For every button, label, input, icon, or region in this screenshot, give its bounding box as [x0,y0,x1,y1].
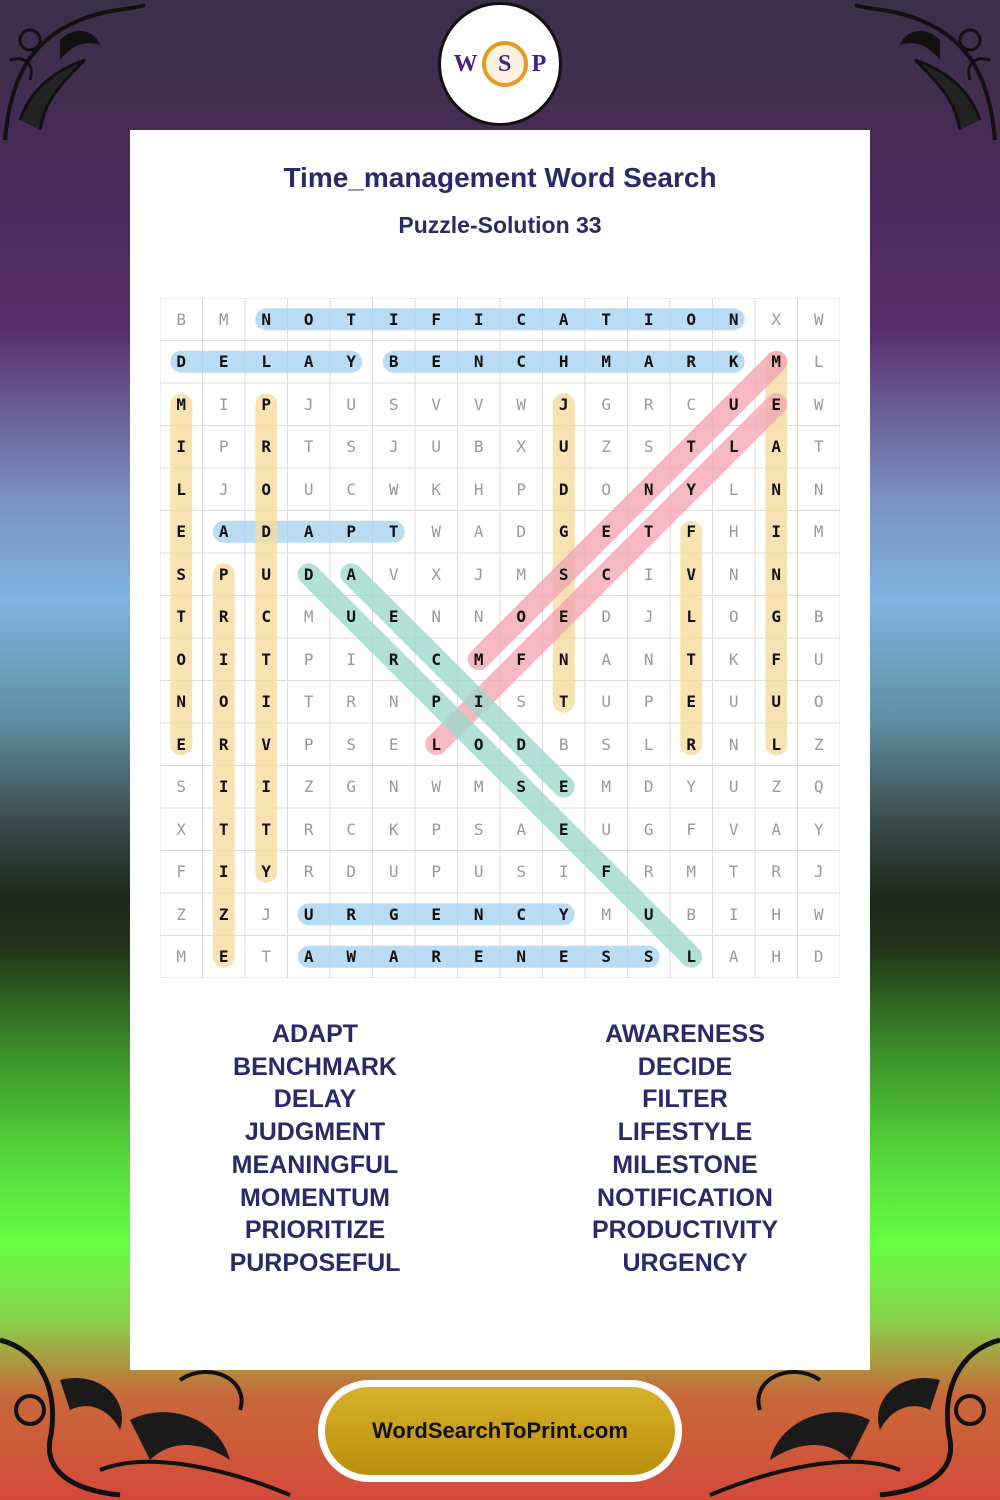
grid-cell[interactable]: Y [261,862,272,882]
grid-cell[interactable]: J [261,904,272,924]
grid-cell[interactable]: O [303,309,314,329]
grid-cell[interactable]: L [813,352,824,372]
grid-cell[interactable]: O [218,692,229,712]
grid-cell[interactable]: M [303,607,314,627]
grid-cell[interactable]: T [303,692,314,712]
grid-cell[interactable]: R [346,904,357,924]
grid-cell[interactable]: T [686,437,697,457]
grid-cell[interactable]: B [473,437,484,457]
grid-cell[interactable]: Z [601,437,612,457]
grid-cell[interactable]: P [431,862,442,882]
grid-cell[interactable]: P [261,394,272,414]
grid-cell[interactable]: Y [346,352,357,372]
grid-cell[interactable]: N [431,607,442,627]
grid-cell[interactable]: R [771,862,782,882]
grid-cell[interactable]: F [431,309,442,329]
grid-cell[interactable]: R [388,649,399,669]
grid-cell[interactable]: E [771,394,782,414]
word-list-item: MEANINGFUL [231,1150,399,1179]
grid-cell[interactable]: C [516,352,527,372]
word-list-item: AWARENESS [605,1020,765,1048]
grid-cell[interactable]: E [431,904,442,924]
grid-cell[interactable]: G [558,522,569,542]
grid-cell[interactable]: O [728,607,739,627]
grid-cell[interactable]: A [771,437,782,457]
grid-cell[interactable]: Y [686,777,697,797]
grid-cell[interactable]: I [643,564,654,584]
grid-cell[interactable]: L [728,437,739,457]
grid-cell[interactable]: J [473,564,484,584]
grid-cell[interactable]: A [303,522,314,542]
grid-cell[interactable]: M [218,309,229,329]
grid-cell[interactable]: U [601,692,612,712]
magnifier-icon [482,41,528,87]
grid-cell[interactable]: A [728,947,739,967]
word-list-item: DELAY [273,1085,357,1114]
grid-cell[interactable]: B [388,352,399,372]
grid-cell[interactable]: F [176,862,187,882]
grid-cell[interactable]: F [516,649,527,669]
grid-cell[interactable]: Z [303,777,314,797]
grid-cell[interactable]: M [601,777,612,797]
grid-cell[interactable]: C [346,479,357,499]
grid-cell[interactable]: L [771,734,782,754]
grid-cell[interactable]: D [261,522,272,542]
grid-cell[interactable]: L [728,479,739,499]
grid-cell[interactable]: R [303,862,314,882]
grid-cell[interactable]: G [643,819,654,839]
grid-cell[interactable]: X [176,819,187,839]
grid-cell[interactable]: U [601,819,612,839]
grid-cell[interactable]: M [601,904,612,924]
grid-cell[interactable]: U [728,777,739,797]
grid-cell[interactable]: N [558,649,569,669]
grid-cell[interactable]: C [601,564,612,584]
grid-cell[interactable]: R [218,734,229,754]
grid-cell[interactable]: W [813,904,824,924]
grid-cell[interactable]: A [346,564,357,584]
website-button-label: WordSearchToPrint.com [325,1387,675,1475]
grid-cell[interactable]: Z [813,734,824,754]
grid-cell[interactable]: I [218,649,229,669]
grid-cell[interactable]: M [601,352,612,372]
grid-cell[interactable]: E [218,352,229,372]
grid-cell[interactable]: W [516,394,527,414]
grid-cell[interactable]: U [303,479,314,499]
word-list-item: MILESTONE [612,1150,758,1179]
grid-cell[interactable]: V [473,394,484,414]
grid-cell[interactable]: S [643,947,654,967]
grid-cell[interactable]: J [218,479,229,499]
grid-cell[interactable]: S [601,947,612,967]
grid-cell[interactable]: L [686,947,697,967]
grid-cell[interactable]: N [516,947,527,967]
grid-cell[interactable]: U [813,649,824,669]
grid-cell[interactable]: I [558,862,569,882]
grid-cell[interactable]: C [431,649,442,669]
grid-cell[interactable]: S [176,777,187,797]
grid-cell[interactable]: T [601,309,612,329]
grid-cell[interactable]: A [388,947,399,967]
grid-cell[interactable]: D [643,777,654,797]
grid-cell[interactable]: N [728,309,739,329]
grid-cell[interactable]: E [218,947,229,967]
grid-cell[interactable]: D [601,607,612,627]
grid-cell[interactable]: F [686,819,697,839]
grid-cell[interactable]: R [686,734,697,754]
site-logo[interactable] [438,2,562,126]
grid-cell[interactable]: X [516,437,527,457]
grid-cell[interactable]: T [261,819,272,839]
grid-cell[interactable]: P [431,692,442,712]
logo-letter-p: P [531,50,547,77]
grid-cell[interactable]: T [558,692,569,712]
grid-cell[interactable]: L [431,734,442,754]
grid-cell[interactable]: C [516,309,527,329]
grid-cell[interactable]: N [728,564,739,584]
grid-cell[interactable]: J [303,394,314,414]
grid-cell[interactable]: R [303,819,314,839]
grid-cell[interactable]: L [643,734,654,754]
grid-cell[interactable]: H [771,904,782,924]
grid-cell[interactable]: H [771,947,782,967]
grid-cell[interactable]: S [516,777,527,797]
grid-cell[interactable]: I [473,692,484,712]
grid-cell[interactable]: W [346,947,357,967]
grid-cell[interactable]: N [643,649,654,669]
grid-cell[interactable]: V [728,819,739,839]
grid-cell[interactable]: D [516,522,527,542]
grid-cell[interactable]: M [473,777,484,797]
grid-cell[interactable]: U [431,437,442,457]
grid-cell[interactable]: P [218,564,229,584]
grid-cell[interactable]: C [516,904,527,924]
grid-cell[interactable]: N [388,777,399,797]
grid-cell[interactable]: A [473,522,484,542]
grid-cell[interactable]: Z [218,904,229,924]
grid-cell[interactable]: N [261,309,272,329]
grid-cell[interactable]: D [303,564,314,584]
grid-cell[interactable]: U [473,862,484,882]
grid-cell[interactable]: I [218,394,229,414]
grid-cell[interactable]: A [601,649,612,669]
grid-cell[interactable]: T [728,862,739,882]
grid-cell[interactable]: S [516,692,527,712]
grid-cell[interactable]: K [388,819,399,839]
corner-ornament-top-left [0,0,150,150]
grid-cell[interactable]: C [346,819,357,839]
grid-cell[interactable]: U [643,904,654,924]
logo-letter-w: W [453,50,478,77]
word-list-left [130,1018,500,1280]
grid-cell[interactable]: S [346,734,357,754]
grid-cell[interactable]: P [516,479,527,499]
grid-cell[interactable]: M [516,564,527,584]
grid-cell[interactable]: B [686,904,697,924]
grid-cell[interactable]: U [728,692,739,712]
grid-cell[interactable]: S [388,394,399,414]
corner-ornament-top-right [850,0,1000,150]
grid-cell[interactable]: A [771,819,782,839]
grid-cell[interactable]: W [431,522,442,542]
word-list-item: PRIORITIZE [244,1216,386,1245]
grid-cell[interactable]: O [686,309,697,329]
grid-cell[interactable]: M [813,522,824,542]
grid-cell[interactable]: R [261,437,272,457]
grid-cell[interactable]: E [558,819,569,839]
grid-cell[interactable]: K [728,352,739,372]
puzzle-panel [130,130,870,1370]
grid-cell[interactable]: T [686,649,697,669]
grid-cell[interactable]: I [218,862,229,882]
grid-cell[interactable]: L [176,479,187,499]
grid-cell[interactable]: N [473,607,484,627]
grid-cell[interactable]: O [813,692,824,712]
grid-cell[interactable]: U [346,607,357,627]
grid-cell[interactable]: L [261,352,272,372]
grid-cell[interactable]: I [728,904,739,924]
word-list-item: FILTER [642,1085,728,1114]
grid-cell[interactable]: I [473,309,484,329]
grid-cell[interactable]: I [346,649,357,669]
grid-cell[interactable]: M [473,649,484,669]
grid-cell[interactable]: V [388,564,399,584]
grid-cell[interactable]: E [558,607,569,627]
word-list-item: DECIDE [637,1052,733,1081]
grid-cell[interactable]: T [813,437,824,457]
grid-cell[interactable]: S [558,564,569,584]
grid-cell[interactable]: H [558,352,569,372]
grid-cell[interactable]: M [686,862,697,882]
grid-cell[interactable]: E [388,607,399,627]
word-list-item: BENCHMARK [233,1052,397,1081]
grid-cell[interactable]: G [388,904,399,924]
grid-cell[interactable]: D [346,862,357,882]
grid-cell[interactable] [798,553,841,596]
grid-cell[interactable]: G [601,394,612,414]
grid-cell[interactable]: G [771,607,782,627]
grid-cell[interactable]: O [261,479,272,499]
grid-cell[interactable]: I [388,309,399,329]
puzzle-subtitle: Puzzle-Solution 33 [398,212,602,238]
grid-cell[interactable]: P [303,649,314,669]
grid-cell[interactable]: J [813,862,824,882]
word-list-item: MOMENTUM [240,1183,390,1212]
grid-cell[interactable]: S [473,819,484,839]
grid-cell[interactable]: O [176,649,187,669]
grid-cell[interactable]: D [558,479,569,499]
word-list-item: PRODUCTIVITY [591,1216,779,1245]
grid-cells [160,298,840,978]
grid-cell[interactable]: C [686,394,697,414]
grid-cell[interactable]: E [686,692,697,712]
grid-cell[interactable]: W [431,777,442,797]
grid-cell[interactable]: M [176,394,187,414]
grid-cell[interactable]: A [218,522,229,542]
grid-cell[interactable]: R [643,394,654,414]
grid-cell[interactable]: C [261,607,272,627]
grid-cell[interactable]: Q [813,777,824,797]
grid-cell[interactable]: W [813,394,824,414]
grid-cell[interactable]: E [176,522,187,542]
grid-cell[interactable]: N [388,692,399,712]
puzzle-title: Time_management Word Search [283,162,717,193]
grid-cell[interactable]: V [686,564,697,584]
grid-cell[interactable]: B [813,607,824,627]
logo-letter-s: S [497,50,512,77]
grid-cell[interactable]: X [771,309,782,329]
grid-cell[interactable]: U [728,394,739,414]
grid-cell[interactable]: T [261,649,272,669]
word-list-item: URGENCY [622,1248,748,1277]
grid-cell[interactable]: V [261,734,272,754]
grid-cell[interactable]: N [643,479,654,499]
grid-cell[interactable]: R [431,947,442,967]
grid-cell[interactable]: I [643,309,654,329]
grid-cell[interactable]: X [431,564,442,584]
grid-cell[interactable]: Y [686,479,697,499]
grid-cell[interactable]: M [771,352,782,372]
grid-cell[interactable]: S [601,734,612,754]
grid-cell[interactable]: L [686,607,697,627]
grid-cell[interactable]: F [601,862,612,882]
grid-cell[interactable]: J [558,394,569,414]
grid-cell[interactable]: U [261,564,272,584]
grid-cell[interactable]: N [473,904,484,924]
grid-cell[interactable]: U [303,904,314,924]
grid-cell[interactable]: S [176,564,187,584]
grid-cell[interactable]: F [771,649,782,669]
grid-cell[interactable]: E [558,947,569,967]
grid-cell[interactable]: N [813,479,824,499]
grid-cell[interactable]: H [728,522,739,542]
grid-cell[interactable]: K [728,649,739,669]
grid-cell[interactable]: A [643,352,654,372]
grid-cell[interactable]: P [303,734,314,754]
grid-cell[interactable]: A [303,947,314,967]
grid-cell[interactable]: B [176,309,187,329]
grid-cell[interactable]: Y [558,904,569,924]
word-list-item: LIFESTYLE [617,1118,753,1147]
grid-cell[interactable]: E [388,734,399,754]
website-button[interactable] [318,1380,682,1482]
grid-cell[interactable]: I [218,777,229,797]
grid-cell[interactable]: K [431,479,442,499]
grid-cell[interactable]: A [558,309,569,329]
grid-cell[interactable]: R [686,352,697,372]
grid-cell[interactable]: N [728,734,739,754]
grid-cell[interactable]: T [176,607,187,627]
grid-cell[interactable]: T [303,437,314,457]
grid-cell[interactable]: F [686,522,697,542]
grid-cell[interactable]: B [558,734,569,754]
grid-cell[interactable]: I [176,437,187,457]
grid-cell[interactable]: T [261,947,272,967]
grid-cell[interactable]: W [388,479,399,499]
grid-cell[interactable]: G [346,777,357,797]
grid-cell[interactable]: Z [176,904,187,924]
grid-cell[interactable]: I [771,522,782,542]
grid-cell[interactable]: E [558,777,569,797]
grid-cell[interactable]: V [431,394,442,414]
grid-cell[interactable]: E [431,352,442,372]
grid-cell[interactable]: P [431,819,442,839]
word-list-item: JUDGMENT [244,1118,386,1147]
grid-cell[interactable]: T [346,309,357,329]
grid-cell[interactable]: T [643,522,654,542]
grid-cell[interactable]: D [176,352,187,372]
word-search-grid [160,298,840,978]
grid-cell[interactable]: N [771,479,782,499]
grid-cell[interactable]: E [601,522,612,542]
grid-cell[interactable]: S [516,862,527,882]
grid-cell[interactable]: I [261,777,272,797]
grid-cell[interactable]: N [176,692,187,712]
grid-cell[interactable]: P [218,437,229,457]
grid-cell[interactable]: J [388,437,399,457]
grid-cell[interactable]: U [558,437,569,457]
grid-cell[interactable]: U [346,394,357,414]
word-list-right [500,1018,870,1280]
grid-cell[interactable]: S [643,437,654,457]
grid-cell[interactable]: E [473,947,484,967]
grid-cell[interactable]: U [388,862,399,882]
grid-cell[interactable]: D [813,947,824,967]
grid-cell[interactable]: W [813,309,824,329]
grid-cell[interactable]: O [601,479,612,499]
grid-cell[interactable]: R [643,862,654,882]
grid-cell[interactable]: Z [771,777,782,797]
grid-cell[interactable]: A [516,819,527,839]
word-list-item: NOTIFICATION [597,1183,773,1212]
grid-cell[interactable]: U [771,692,782,712]
grid-cell[interactable]: R [346,692,357,712]
grid-cell[interactable]: T [218,819,229,839]
grid-cell[interactable]: N [473,352,484,372]
grid-cell[interactable]: R [218,607,229,627]
grid-cell[interactable]: P [346,522,357,542]
grid-cell[interactable]: J [643,607,654,627]
word-list-item: PURPOSEFUL [229,1248,401,1277]
grid-cell[interactable]: D [516,734,527,754]
grid-cell[interactable]: Y [813,819,824,839]
grid-cell[interactable]: P [643,692,654,712]
grid-cell[interactable]: I [261,692,272,712]
grid-cell[interactable]: N [771,564,782,584]
grid-cell[interactable]: M [176,947,187,967]
grid-cell[interactable]: S [346,437,357,457]
grid-cell[interactable]: O [473,734,484,754]
grid-cell[interactable]: E [176,734,187,754]
grid-cell[interactable]: H [473,479,484,499]
word-list-item: ADAPT [271,1020,359,1048]
grid-cell[interactable]: A [303,352,314,372]
grid-cell[interactable]: O [516,607,527,627]
grid-cell[interactable]: T [388,522,399,542]
